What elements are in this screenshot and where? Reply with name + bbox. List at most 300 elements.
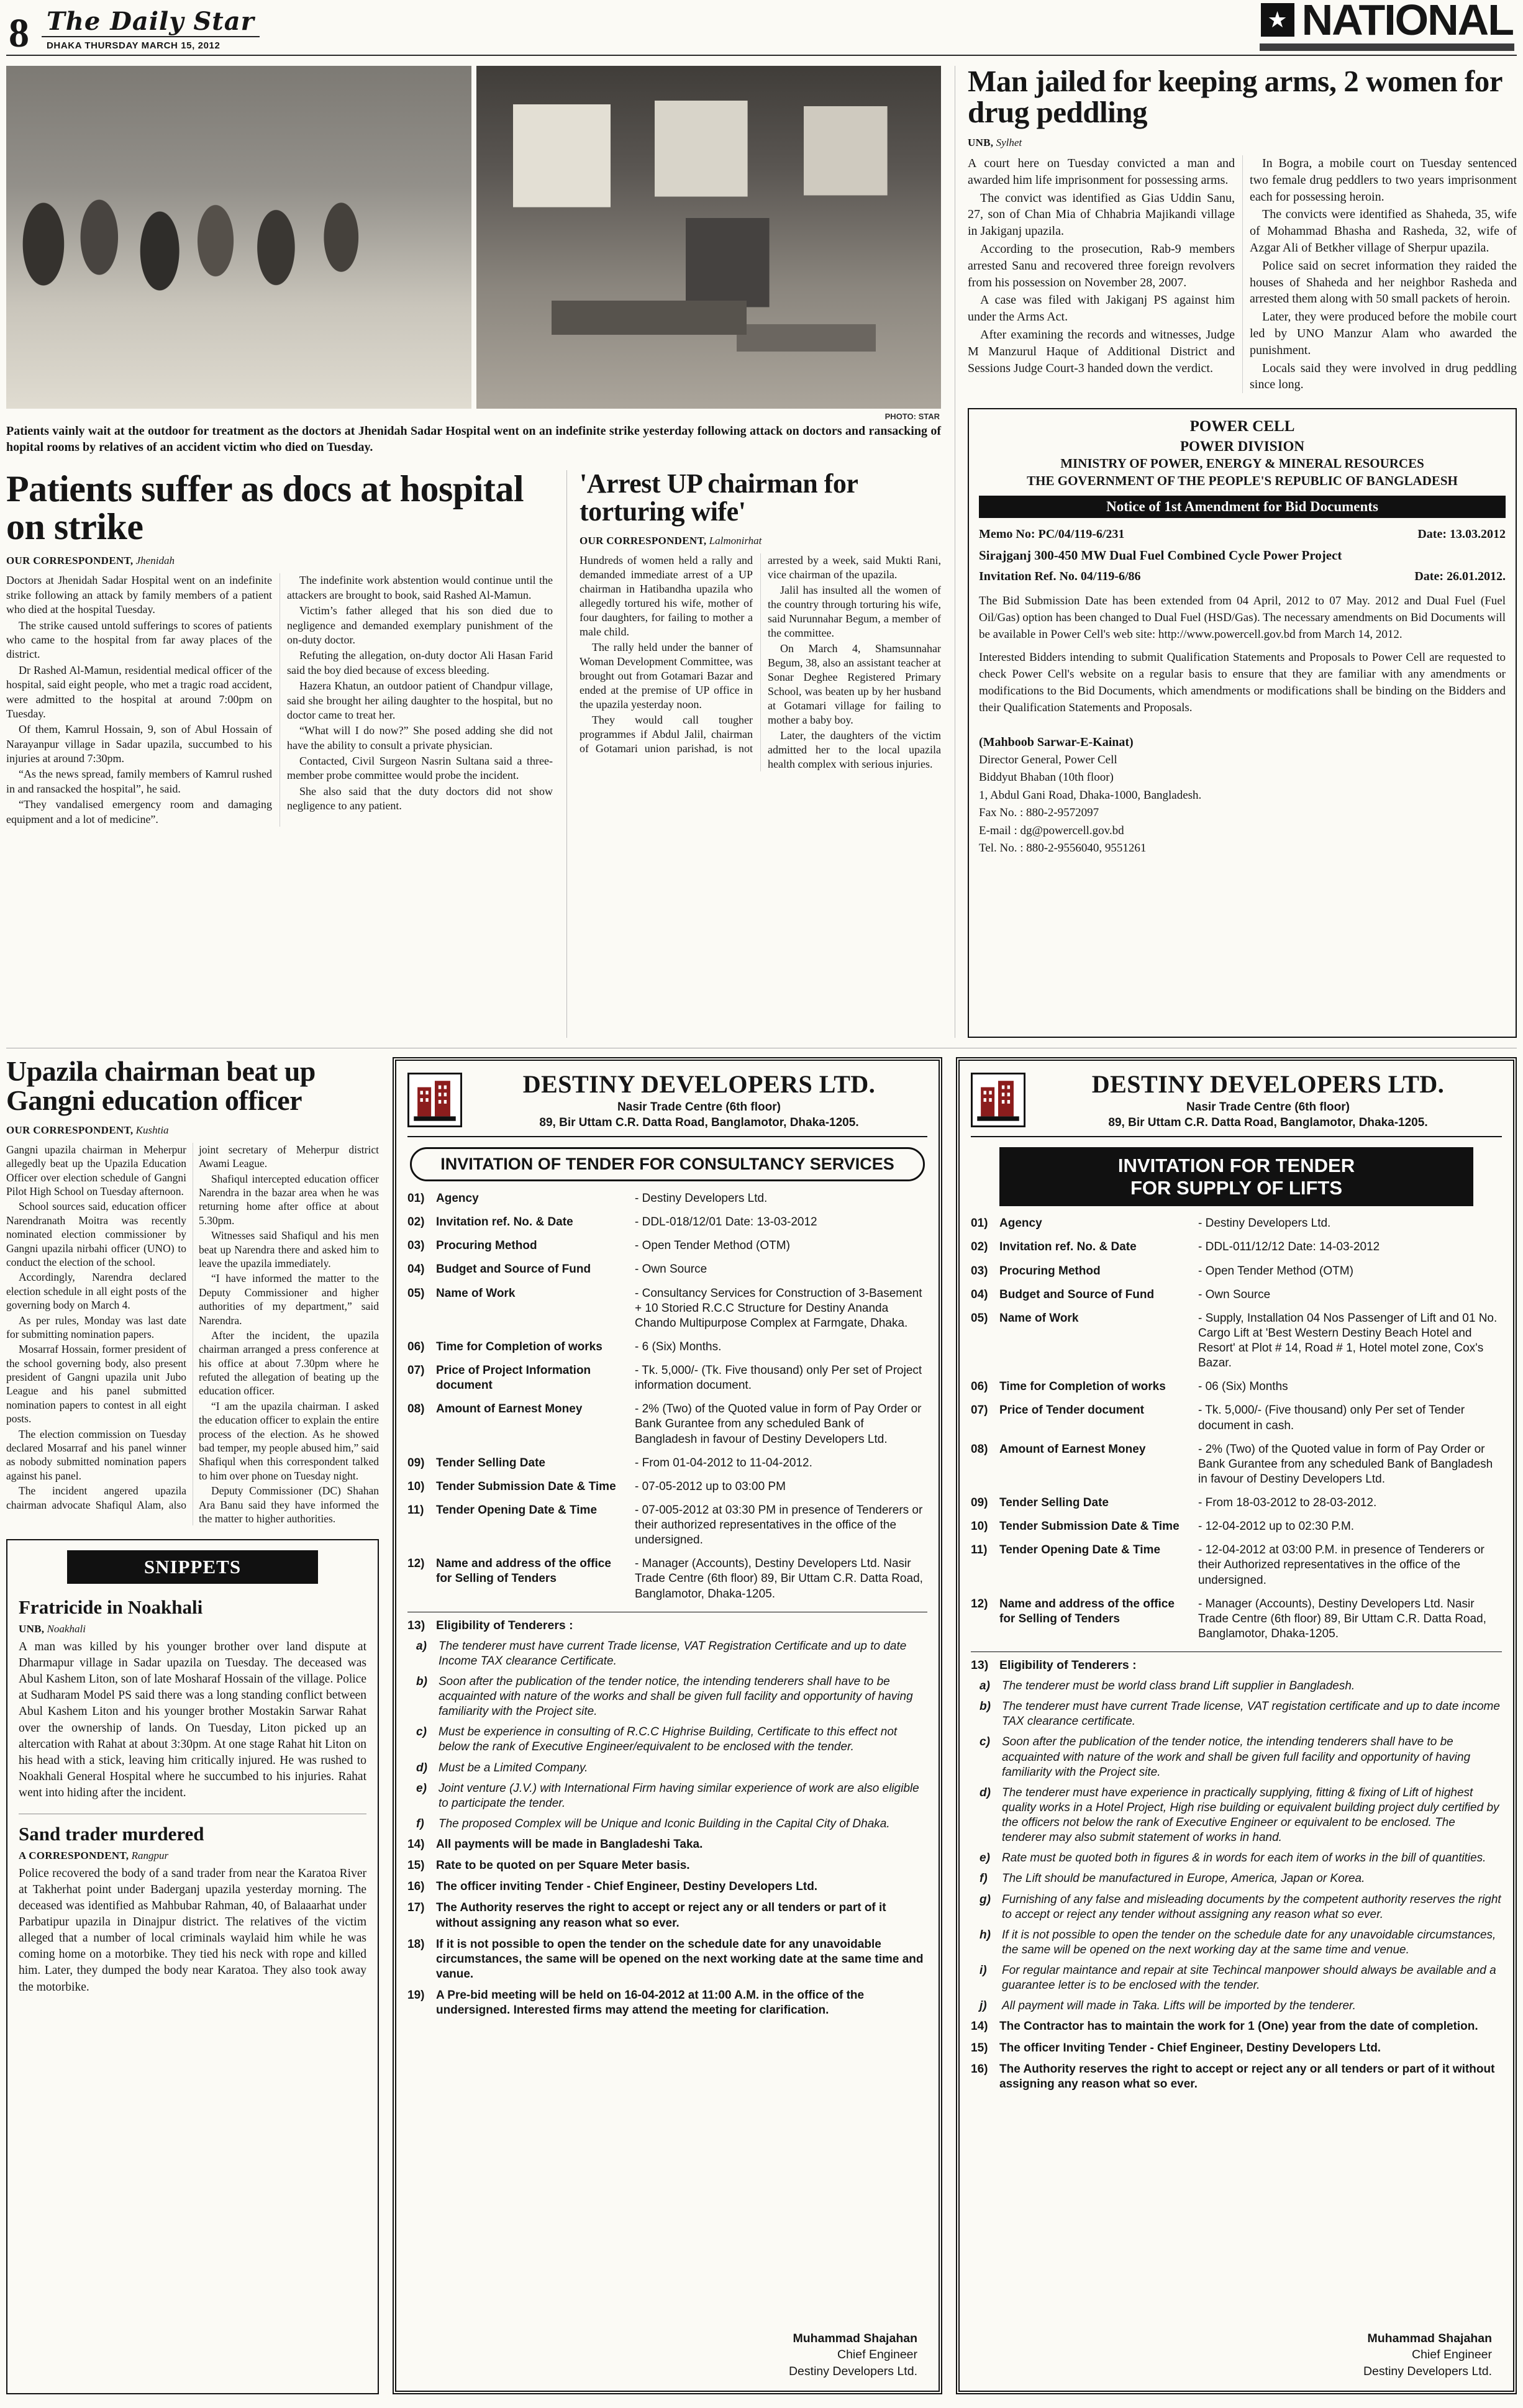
byline xyxy=(19,1623,366,1635)
item-number: 10) xyxy=(971,1520,988,1533)
company-address-1: Nasir Trade Centre (6th floor) xyxy=(617,1101,781,1114)
paragraph: Shafiqul intercepted education officer Narendra in the bazar area when he was returning home after office at about 5.30pm. xyxy=(199,1172,379,1227)
byline xyxy=(19,1850,366,1862)
article-man-jailed xyxy=(968,66,1517,393)
page-header xyxy=(6,0,1517,56)
tender-note xyxy=(407,1937,927,1982)
eligibility-item xyxy=(416,1725,927,1755)
item-label: Invitation ref. No. & Date xyxy=(436,1215,573,1229)
item-text: All payments will be made in Bangladeshi Taka. xyxy=(436,1838,703,1851)
eligibility-title: Eligibility of Tenderers : xyxy=(436,1618,573,1632)
snippet-headline: Sand trader murdered xyxy=(19,1823,204,1845)
tender-item-row xyxy=(407,1262,927,1277)
invitation-date: Date: 26.01.2012. xyxy=(1414,570,1506,584)
eligibility-item xyxy=(416,1781,927,1811)
article-body xyxy=(6,1143,379,1526)
paragraph: The incident angered upazila chairman advocate Shafiqul Alam, also joint secretary of Meherpur district Awami League. xyxy=(6,1143,379,1511)
signer-line: 1, Abdul Gani Road, Dhaka-1000, Bangladesh. xyxy=(979,788,1202,802)
item-label: Procuring Method xyxy=(999,1264,1101,1278)
signature-block xyxy=(407,2323,927,2382)
item-text: The tenderer must have experience in practically supplying, fitting & fixing of Lift of highest quality works in a Hotel Project, High rise building or equivalent building project duly certified by the officers not below the rank of Executive Engineer or equivalent to be enclosed. The tenderer may also submit statement of works in hand. xyxy=(1002,1786,1499,1845)
paragraph: The indefinite work abstention would continue until the attackers are brought to book, said Rashed Al-Mamun. xyxy=(287,574,553,601)
destiny-logo-icon xyxy=(407,1073,462,1127)
item-value: - 2% (Two) of the Quoted value in form of Pay Order or Bank Gurantee from any scheduled Bank of Bangladesh in favour of Destiny Developers Ltd. xyxy=(1198,1442,1493,1486)
ad-header xyxy=(407,1070,927,1137)
item-label: Name and address of the office for Selling of Tenders xyxy=(999,1597,1175,1625)
tender-item-row xyxy=(407,1402,927,1447)
news-photo-right xyxy=(476,66,942,409)
signer-company: Destiny Developers Ltd. xyxy=(1363,2364,1492,2378)
item-number: 16) xyxy=(407,1880,425,1894)
paragraph: “I am the upazila chairman. I asked the education officer to explain the entire process of the election. As he showed bad temper, my people abused him,” said Shafiqul when this correspondent talked to him over phone on Tuesday night. xyxy=(199,1399,379,1482)
item-label: Budget and Source of Fund xyxy=(999,1288,1155,1301)
item-letter: i) xyxy=(980,1964,987,1978)
item-text: Furnishing of any false and misleading documents by the competent authority reserves the right to accept or reject any tender without assigning any reason what so ever. xyxy=(1002,1892,1501,1921)
item-text: All payment will made in Taka. Lifts will be imported by the tenderer. xyxy=(1002,1999,1356,2013)
item-letter: a) xyxy=(416,1639,427,1653)
tender-item-row xyxy=(407,1215,927,1230)
byline-name: UNB, xyxy=(968,136,994,148)
byline-name: OUR CORRESPONDENT, xyxy=(6,555,134,567)
byline xyxy=(6,1124,379,1137)
article-patients-strike xyxy=(6,470,553,1038)
snippets-box xyxy=(6,1539,379,2394)
tender-item-row xyxy=(971,1264,1502,1279)
item-value: - 12-04-2012 up to 02:30 P.M. xyxy=(1198,1520,1355,1533)
item-text: Must be a Limited Company. xyxy=(439,1761,588,1774)
signer-name: (Mahboob Sarwar-E-Kainat) xyxy=(979,735,1134,749)
paragraph: After the incident, the upazila chairman arranged a press conference at his office at about 7.30pm where he refuted the allegation of beating up the education officer. xyxy=(199,1329,379,1397)
item-number: 01) xyxy=(407,1192,425,1205)
item-letter: e) xyxy=(980,1851,990,1865)
paragraph: She also said that the duty doctors did not show negligence to any patient. xyxy=(287,784,553,812)
tender-item-row xyxy=(971,1379,1502,1394)
paragraph: Contacted, Civil Surgeon Nasrin Sultana said a three-member probe committee would probe the incident. xyxy=(287,755,553,782)
tender-item-row xyxy=(971,1311,1502,1371)
paragraph: “I have informed the matter to the Deputy Commissioner and higher authorities of my department,” said Narendra. xyxy=(199,1272,379,1327)
paper-name: The Daily Star xyxy=(42,9,260,37)
item-number: 02) xyxy=(407,1215,425,1229)
item-letter: a) xyxy=(980,1679,990,1693)
item-label: Amount of Earnest Money xyxy=(999,1442,1146,1456)
invitation-row xyxy=(979,570,1506,584)
item-number: 03) xyxy=(407,1239,425,1253)
eligibility-item xyxy=(416,1639,927,1669)
memo-row xyxy=(979,527,1506,542)
eligibility-item xyxy=(980,1735,1502,1779)
item-label: Tender Selling Date xyxy=(999,1496,1109,1510)
signer-line: Director General, Power Cell xyxy=(979,753,1117,766)
paragraph: School sources said, education officer Narendranath Moitra was recently nominated election commissioner by Gangni upazila nirbahi officer (UNO) to conduct the election of the school. xyxy=(6,1200,186,1268)
paragraph: “They vandalised emergency room and damaging equipment and a lot of medicine”. xyxy=(6,798,272,825)
paragraph: Doctors at Jhenidah Sadar Hospital went on an indefinite strike following an attack by family members of a patient who died at the hospital Tuesday. xyxy=(6,574,272,616)
item-label: Price of Project Information document xyxy=(436,1364,591,1393)
paragraph: Of them, Kamrul Hossain, 9, son of Abul Hossain of Narayanpur village in Sadar upazila, succumbed to his injuries at around 7:30pm. xyxy=(6,723,272,765)
tender-items xyxy=(971,1216,1502,1650)
item-number: 16) xyxy=(971,2062,988,2076)
eligibility-item xyxy=(980,1786,1502,1846)
company-name: DESTINY DEVELOPERS LTD. xyxy=(1091,1070,1445,1098)
snippet-headline: Fratricide in Noakhali xyxy=(19,1596,203,1619)
paragraph: Accordingly, Narendra declared election schedule in all eight posts of the governing body on March 4. xyxy=(6,1271,186,1312)
byline-name: OUR CORRESPONDENT, xyxy=(580,534,707,547)
item-text: The officer Inviting Tender - Chief Engineer, Destiny Developers Ltd. xyxy=(999,2041,1381,2055)
snippet-article xyxy=(19,1814,366,1996)
item-value: - Supply, Installation 04 Nos Passenger of Lift and 01 No. Cargo Lift at 'Best Western Destiny Beach Hotel and Resort' at Plot # 14, Road # 1, Hotel motel zone, Cox's Bazar. xyxy=(1198,1311,1498,1370)
dateline: DHAKA THURSDAY MARCH 15, 2012 xyxy=(47,40,220,51)
tender-ad-consultancy xyxy=(393,1057,942,2394)
item-text: The Lift should be manufactured in Europe, America, Japan or Korea. xyxy=(1002,1872,1365,1886)
article-upazila-chairman xyxy=(6,1057,379,1525)
tender-item-row xyxy=(407,1340,927,1355)
byline-place: Jhenidah xyxy=(135,555,175,567)
item-label: Tender Opening Date & Time xyxy=(436,1503,598,1517)
item-number: 13) xyxy=(407,1618,425,1632)
tender-notes xyxy=(407,1837,927,2024)
item-number: 09) xyxy=(407,1456,425,1470)
headline: Man jailed for keeping arms, 2 women for drug peddling xyxy=(968,66,1503,129)
tender-item-row xyxy=(407,1456,927,1471)
item-number: 04) xyxy=(971,1288,988,1301)
item-letter: b) xyxy=(980,1700,991,1714)
headline: 'Arrest UP chairman for torturing wife' xyxy=(580,470,858,527)
tender-item-row xyxy=(971,1216,1502,1231)
item-label: Name and address of the office for Selling of Tenders xyxy=(436,1557,611,1586)
memo-date: Date: 13.03.2012 xyxy=(1417,527,1506,542)
tender-item-row xyxy=(971,1496,1502,1511)
signer-title: Chief Engineer xyxy=(1412,2348,1492,2362)
tender-items xyxy=(407,1191,927,1611)
destiny-logo-icon xyxy=(971,1073,1025,1127)
item-text: The tenderer must have current Trade license, VAT Registration Certificate and up to date Income TAX clearance Certificate. xyxy=(439,1639,907,1668)
tender-item-row xyxy=(971,1288,1502,1302)
paragraph: In Bogra, a mobile court on Tuesday sentenced two female drug peddlers to two years imprisonment each for possessing heroin. xyxy=(1250,156,1517,204)
item-text: The proposed Complex will be Unique and Iconic Building in the Capital City of Dhaka. xyxy=(439,1817,890,1830)
item-label: Invitation ref. No. & Date xyxy=(999,1240,1137,1254)
item-letter: c) xyxy=(980,1735,990,1749)
signer-line: E-mail : dg@powercell.gov.bd xyxy=(979,824,1124,837)
eligibility-item xyxy=(416,1761,927,1776)
item-number: 05) xyxy=(971,1311,988,1325)
power-cell-org-lines xyxy=(979,417,1506,489)
bottom-middle-column xyxy=(393,1057,942,2394)
byline xyxy=(580,535,941,547)
power-cell-notice xyxy=(968,408,1517,1038)
company-address-2: 89, Bir Uttam C.R. Datta Road, Banglamotor, Dhaka-1205. xyxy=(1108,1116,1428,1129)
item-number: 02) xyxy=(971,1240,988,1254)
item-text: Rate to be quoted on per Square Meter basis. xyxy=(436,1859,690,1873)
item-number: 07) xyxy=(407,1364,425,1377)
tender-banner xyxy=(999,1147,1473,1206)
eligibility-item xyxy=(416,1817,927,1832)
photo-credit: PHOTO: STAR xyxy=(884,412,940,421)
signer-name: Muhammad Shajahan xyxy=(1367,2332,1492,2346)
eligibility-item xyxy=(980,1871,1502,1886)
snippet-body: A man was killed by his younger brother over land dispute at Dharmapur village in Sadar upazila on Tuesday. The deceased was Abul Kashem Liton, son of late Mosharaf Hossain of the village. Police at Sudharam Model PS said there was a long standing conflict between Abul Kashem Liton and his younger brother Mostakin Sarwar Rahat over the ownership of lands. On Tuesday, Liton picked up an altercation with Rahat at about 3:30pm. At one stage Rahat hit Liton on his head with a stick, leaving him critically injured. He was rushed to Noakhali General Hospital where he succumbed to his injuries. Rahat went into hiding after the incident. xyxy=(19,1640,366,1800)
article-arrest-up-chairman xyxy=(566,470,941,1038)
company-address-1: Nasir Trade Centre (6th floor) xyxy=(1186,1101,1350,1114)
item-text: The Authority reserves the right to accept or reject any or all tenders or part of it without assigning any reason what so ever. xyxy=(999,2062,1495,2091)
tender-note xyxy=(971,2062,1502,2092)
paragraph: Jalil has insulted all the women of the country through torturing his wife, said Nurunnahar Begum, a member of the committee. xyxy=(768,583,941,639)
paragraph: Later, the daughters of the victim admitted her to the local upazila health complex with serious injuries. xyxy=(768,729,941,771)
item-number: 06) xyxy=(971,1380,988,1394)
signer-line: Biddyut Bhaban (10th floor) xyxy=(979,771,1114,784)
bottom-band xyxy=(6,1048,1517,2394)
item-label: Time for Completion of works xyxy=(436,1340,602,1353)
eligibility-item xyxy=(980,1892,1502,1922)
section-title: NATIONAL xyxy=(1301,0,1513,44)
item-letter: h) xyxy=(980,1928,991,1942)
item-label: Agency xyxy=(999,1217,1042,1230)
paragraph: Refuting the allegation, on-duty doctor Ali Hasan Farid said the boy died because of excess bleeding. xyxy=(287,649,553,676)
article-body xyxy=(580,553,941,771)
bottom-left-column xyxy=(6,1057,379,2394)
tender-item-row xyxy=(407,1191,927,1206)
tender-note xyxy=(971,2019,1502,2034)
invitation-ref: Invitation Ref. No. 04/119-6/86 xyxy=(979,570,1141,584)
item-label: Budget and Source of Fund xyxy=(436,1263,591,1276)
paragraph: Interested Bidders intending to submit Qualification Statements and Proposals to Power Cell are requested to check Power Cell's website on a regular basis to ensure that they are familiar with any amendments or modifications to the Bid Documents, which amendments or modifications shall be binding on the Bidders and their Qualification Statements and Proposals. xyxy=(979,650,1506,714)
tender-note xyxy=(407,1858,927,1873)
tender-item-row xyxy=(971,1519,1502,1534)
signer-title: Chief Engineer xyxy=(837,2348,917,2362)
tender-item-row xyxy=(407,1503,927,1548)
photo-caption: Patients vainly wait at the outdoor for treatment as the doctors at Jhenidah Sadar Hospital went on an indefinite strike yesterday following attack on doctors and ransacking of hopital rooms by relatives of an accident victim who died on Tuesday. xyxy=(6,424,941,454)
item-letter: b) xyxy=(416,1674,427,1688)
tender-item-row xyxy=(971,1403,1502,1433)
item-text: The officer inviting Tender - Chief Engineer, Destiny Developers Ltd. xyxy=(436,1880,818,1894)
notice-body xyxy=(979,587,1506,723)
item-number: 11) xyxy=(971,1543,988,1557)
memo-number: Memo No: PC/04/119-6/231 xyxy=(979,527,1125,542)
eligibility-heading xyxy=(407,1612,927,1633)
news-photo-left xyxy=(6,66,471,409)
byline-place: Sylhet xyxy=(996,136,1022,148)
tender-item-row xyxy=(971,1597,1502,1642)
item-value: - 2% (Two) of the Quoted value in form of Pay Order or Bank Gurantee from any scheduled Bank of Bangladesh in favour of Destiny Developers Ltd. xyxy=(635,1402,922,1446)
eligibility-list xyxy=(971,1679,1502,2019)
item-letter: f) xyxy=(980,1872,988,1886)
item-number: 14) xyxy=(407,1838,425,1851)
item-value: - 07-05-2012 up to 03:00 PM xyxy=(635,1479,786,1493)
item-number: 13) xyxy=(971,1658,989,1673)
item-text: A Pre-bid meeting will be held on 16-04-2012 at 11:00 A.M. in the office of the undersigned. Interested firms may attend the meeting for clarification. xyxy=(436,1989,865,2017)
item-number: 17) xyxy=(407,1901,425,1915)
tender-banner: INVITATION OF TENDER FOR CONSULTANCY SERVICES xyxy=(410,1147,925,1181)
item-number: 19) xyxy=(407,1989,425,2002)
item-text: For regular maintance and repair at site Techincal manpower should always be available and a guarantee letter is to be enclosed with the tender. xyxy=(1002,1964,1496,1992)
tender-note xyxy=(407,1879,927,1894)
tender-ad-lifts xyxy=(956,1057,1517,2394)
org-line: THE GOVERNMENT OF THE PEOPLE'S REPUBLIC OF BANGLADESH xyxy=(1027,473,1458,488)
tender-item-row xyxy=(971,1543,1502,1588)
star-logo-icon: ★ xyxy=(1261,3,1294,37)
top-left-column xyxy=(6,66,941,1038)
item-number: 15) xyxy=(407,1859,425,1873)
company-name: DESTINY DEVELOPERS LTD. xyxy=(522,1070,876,1098)
eligibility-item xyxy=(980,1699,1502,1729)
item-number: 12) xyxy=(407,1557,425,1571)
paragraph: According to the prosecution, Rab-9 members arrested Sanu and recovered three foreign revolvers from his possession on November 28, 2007. xyxy=(968,242,1235,289)
byline xyxy=(6,555,553,567)
signer-block xyxy=(979,733,1506,858)
article-body xyxy=(968,155,1517,393)
paragraph: Dr Rashed Al-Mamun, residential medical officer of the hospital, said eight people, who met a tragic road accident, were admitted to the hospital at around 7:00pm on Tuesday. xyxy=(6,663,272,720)
tender-notes xyxy=(971,2019,1502,2098)
item-value: - 6 (Six) Months. xyxy=(635,1340,722,1353)
item-label: Name of Work xyxy=(999,1311,1079,1325)
item-letter: c) xyxy=(416,1725,427,1739)
item-value: - From 18-03-2012 to 28-03-2012. xyxy=(1198,1496,1377,1510)
item-text: Must be experience in consulting of R.C.C Highrise Building, Certificate to this effect not below the rank of Executive Engineer/equivalent to be enclosed with the tender. xyxy=(439,1725,898,1754)
byline xyxy=(968,137,1517,149)
item-text: Joint venture (J.V.) with International Firm having similar experience of work are also eligible to participate the tender. xyxy=(439,1781,919,1810)
paragraph: On March 4, Shamsunnahar Begum, 38, also an assistant teacher at Sonar Deghee Registered Primary School, was beaten up by her husband at Gotamari village for failing to mother a baby boy. xyxy=(768,642,941,727)
byline-place: Kushtia xyxy=(135,1124,169,1136)
item-letter: d) xyxy=(416,1761,427,1774)
item-text: If it is not possible to open the tender on the schedule date for any unavoidable circumstances, the same will be opened on the next working day at the same time and venue. xyxy=(1002,1928,1496,1956)
paragraph: Hundreds of women held a rally and demanded immediate arrest of a UP chairman in Hatibandha upazila who allegedly tortured his wife, mother of four daughters, for failing to mother a male child. xyxy=(580,553,753,638)
item-number: 15) xyxy=(971,2041,988,2055)
paragraph: Locals said they were involved in drug peddling since long. xyxy=(1250,361,1517,392)
item-number: 10) xyxy=(407,1479,425,1493)
item-value: - Manager (Accounts), Destiny Developers Ltd. Nasir Trade Centre (6th floor) 89, Bir Uttam C.R. Datta Road, Banglamotor, Dhaka-1205. xyxy=(1198,1597,1486,1640)
item-value: - Tk. 5,000/- (Five thousand) only Per set of Tender document in cash. xyxy=(1198,1404,1465,1432)
company-address-2: 89, Bir Uttam C.R. Datta Road, Banglamotor, Dhaka-1205. xyxy=(539,1116,859,1129)
byline-place: Lalmonirhat xyxy=(709,534,762,547)
top-right-column xyxy=(955,66,1517,1038)
banner-line-2: FOR SUPPLY OF LIFTS xyxy=(1130,1176,1343,1199)
item-text: Soon after the publication of the tender notice, the intending tenderers shall have to be acquainted with nature of the works and shall be given full facility and opportunity of having familiarity with the Project site. xyxy=(439,1674,913,1719)
item-value: - Own Source xyxy=(1198,1288,1271,1301)
tender-item-row xyxy=(407,1238,927,1253)
item-number: 14) xyxy=(971,2020,988,2033)
item-value: - Consultancy Services for Construction of 3-Basement + 10 Storied R.C.C Structure for Destiny Ananda Chando Multipurpose Complex at Farmgate, Dhaka. xyxy=(635,1286,922,1330)
byline-name: A CORRESPONDENT, xyxy=(19,1849,129,1861)
item-number: 18) xyxy=(407,1937,425,1951)
item-number: 12) xyxy=(971,1597,988,1611)
item-label: Procuring Method xyxy=(436,1239,537,1253)
paragraph: Deputy Commissioner (DC) Shahan Ara Banu said they have informed the the matter to higher authorities. xyxy=(199,1484,379,1525)
byline-place: Noakhali xyxy=(47,1622,86,1635)
signer-company: Destiny Developers Ltd. xyxy=(788,2364,917,2378)
tender-item-row xyxy=(407,1363,927,1393)
paragraph: Witnesses said Shafiqul and his men beat up Narendra there and asked him to leave the upazila immediately. xyxy=(199,1229,379,1270)
snippets-items xyxy=(19,1597,366,1995)
headline: Patients suffer as docs at hospital on strike xyxy=(6,470,524,548)
item-text: The tenderer must be world class brand Lift supplier in Bangladesh. xyxy=(1002,1679,1355,1693)
item-label: Tender Selling Date xyxy=(436,1456,545,1470)
paragraph: Gangni upazila chairman in Meherpur allegedly beat up the Upazila Education Officer over election schedule of Gangni Pilot High School on Tuesday afternoon. xyxy=(6,1143,186,1197)
project-line: Sirajganj 300-450 MW Dual Fuel Combined Cycle Power Project xyxy=(979,548,1342,563)
masthead-left xyxy=(9,7,260,56)
item-value: - Open Tender Method (OTM) xyxy=(1198,1264,1353,1278)
signer-line: Tel. No. : 880-2-9556040, 9551261 xyxy=(979,842,1147,855)
snippet-body: Police recovered the body of a sand trader from near the Karatoa River at Takherhat point under Baderganj upazila yesterday morning. The deceased was identified as Mahbubar Rahman, 40, of Balaaarhat under Parbatipur upazila in Dinajpur district. The relatives of the victim alleged that a number of local criminals waylaid him while he was coming home on a motorbike. They tied his neck with rope and killed him. Later, they dumped the body near Karatoa. They also took away the motorbike. xyxy=(19,1866,366,1994)
eligibility-item xyxy=(980,1999,1502,2014)
item-text: The Contractor has to maintain the work for 1 (One) year from the date of completion. xyxy=(999,2020,1478,2033)
tender-note xyxy=(407,1837,927,1852)
item-value: - DDL-011/12/12 Date: 14-03-2012 xyxy=(1198,1240,1380,1254)
tender-item-row xyxy=(971,1240,1502,1255)
paragraph: A court here on Tuesday convicted a man and awarded him life imprisonment for possessing arms. xyxy=(968,156,1235,187)
paragraph: The strike caused untold sufferings to scores of patients who came to the hospital from far away places of the district. xyxy=(6,619,272,661)
signer-name: Muhammad Shajahan xyxy=(793,2332,917,2346)
org-line: MINISTRY OF POWER, ENERGY & MINERAL RESOURCES xyxy=(1060,456,1424,471)
paragraph: The election commission on Tuesday declared Mosarraf and his panel winner as nobody submitted nomination papers against his panel. xyxy=(6,1427,186,1482)
paragraph: As per rules, Monday was last date for submitting nomination papers. xyxy=(6,1314,186,1340)
tender-note xyxy=(971,2041,1502,2056)
item-number: 08) xyxy=(407,1402,425,1416)
ad-header xyxy=(971,1070,1502,1137)
paragraph: The Bid Submission Date has been extended from 04 April, 2012 to 07 May. 2012 and Dual Fuel (Fuel Oil/Gas) option has been changed to Dual Fuel (HSD/Gas). The necessary amendments on Bid Documents will be available in Power Cell's web site: http://www.powercell.gov.bd from March 14, 2012. xyxy=(979,594,1506,642)
item-text: The Authority reserves the right to accept or reject any or all tenders or part of it without assigning any reason what so ever. xyxy=(436,1901,886,1930)
paragraph: The convict was identified as Gias Uddin Sanu, 27, son of Chan Mia of Chhabria Majikandi village in Jakiganj upazila. xyxy=(968,191,1235,239)
item-value: - 12-04-2012 at 03:00 P.M. in presence of Tenderers or their Authorized representatives in the office of the undersigned. xyxy=(1198,1543,1484,1587)
paragraph: “What will I do now?” She posed adding she did not have the ability to consult a private physician. xyxy=(287,724,553,752)
item-label: Tender Submission Date & Time xyxy=(999,1520,1180,1533)
tender-item-row xyxy=(407,1556,927,1601)
item-value: - Open Tender Method (OTM) xyxy=(635,1239,790,1253)
item-label: Time for Completion of works xyxy=(999,1380,1166,1394)
item-number: 05) xyxy=(407,1286,425,1300)
item-text: Rate must be quoted both in figures & in words for each item of works in the bill of quantities. xyxy=(1002,1851,1486,1865)
masthead-title-block xyxy=(42,9,260,51)
paragraph: A case was filed with Jakiganj PS against him under the Arms Act. xyxy=(968,293,1235,324)
item-text: The tenderer must have current Trade license, VAT registation certificate and up to date income TAX clearance certificate. xyxy=(1002,1700,1500,1729)
item-value: - From 01-04-2012 to 11-04-2012. xyxy=(635,1456,812,1470)
paragraph: Mosarraf Hossain, former president of the school governing body, also present president of Gangni upazila unit Jubo League and his panel submitted nomination papers to contest in all eight posts. xyxy=(6,1343,186,1425)
item-letter: f) xyxy=(416,1817,424,1830)
item-value: - Destiny Developers Ltd. xyxy=(1198,1217,1331,1230)
top-band xyxy=(6,66,1517,1038)
paragraph: After examining the records and witnesses, Judge M Manzurul Haque of Additional District and Sessions Judge Court-3 handed down the verdict. xyxy=(968,327,1235,375)
paragraph: “As the news spread, family members of Kamrul rushed in and ransacked the hospital”, he said. xyxy=(6,768,272,795)
signer-lines xyxy=(979,752,1506,858)
bottom-right-column xyxy=(956,1057,1517,2394)
item-value: - 07-005-2012 at 03:30 PM in presence of Tenderers or their authorized representatives in the office of the undersigned. xyxy=(635,1503,923,1547)
item-label: Tender Opening Date & Time xyxy=(999,1543,1161,1557)
item-label: Price of Tender document xyxy=(999,1404,1144,1417)
org-line: POWER CELL xyxy=(1189,418,1295,435)
item-letter: g) xyxy=(980,1892,991,1906)
tender-note xyxy=(407,1988,927,2018)
article-body xyxy=(6,573,553,827)
eligibility-item xyxy=(980,1963,1502,1993)
item-value: - Own Source xyxy=(635,1263,707,1276)
item-label: Agency xyxy=(436,1192,479,1205)
eligibility-title: Eligibility of Tenderers : xyxy=(999,1658,1137,1673)
item-letter: d) xyxy=(980,1786,991,1799)
item-value: - Manager (Accounts), Destiny Developers Ltd. Nasir Trade Centre (6th floor) 89, Bir Uttam C.R. Datta Road, Banglamotor, Dhaka-1205. xyxy=(635,1557,923,1601)
paragraph: Later, they were produced before the mobile court led by UNO Manzur Alam who awarded the punishment. xyxy=(1250,310,1517,357)
mid-story-row xyxy=(6,470,941,1038)
eligibility-heading xyxy=(971,1652,1502,1673)
tender-item-row xyxy=(407,1479,927,1494)
item-number: 01) xyxy=(971,1217,988,1230)
paragraph: The rally held under the banner of Woman Development Committee, was brought out from Gotamari Bazar and ended at the premise of UP office in the upazila yesterday noon. xyxy=(580,640,753,711)
snippet-article xyxy=(19,1597,366,1801)
item-number: 07) xyxy=(971,1404,988,1417)
org-line: POWER DIVISION xyxy=(1180,438,1304,454)
item-label: Tender Submission Date & Time xyxy=(436,1479,616,1493)
item-label: Name of Work xyxy=(436,1286,516,1300)
tender-note xyxy=(407,1901,927,1930)
eligibility-item xyxy=(416,1674,927,1719)
item-number: 11) xyxy=(407,1503,424,1517)
item-label: Amount of Earnest Money xyxy=(436,1402,583,1416)
